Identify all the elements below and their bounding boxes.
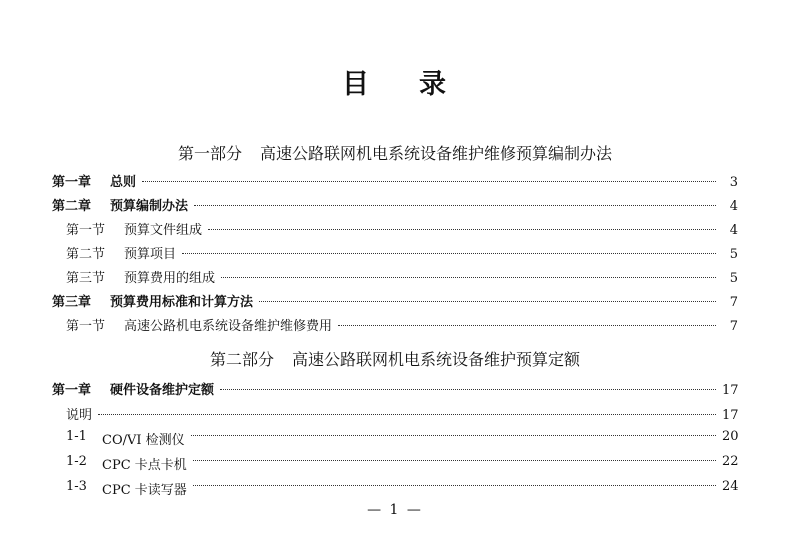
- page-number: — 1 —: [367, 502, 423, 518]
- entry-page: 4: [729, 223, 738, 238]
- toc-entry[interactable]: [66, 315, 738, 335]
- entry-title: CO/VI 检测仪: [102, 433, 185, 448]
- dot-leader: [221, 277, 716, 278]
- toc-entry[interactable]: [66, 219, 738, 239]
- title-char-2: 录: [419, 69, 448, 100]
- entry-page: 3: [729, 175, 738, 190]
- part-name: 高速公路联网机电系统设备维护预算定额: [292, 350, 581, 369]
- part-heading-1: [0, 141, 790, 164]
- entry-number: 第三节: [66, 271, 106, 286]
- part-label: 第二部分: [209, 350, 274, 369]
- dot-leader: [194, 205, 716, 206]
- part-label: 第一部分: [177, 144, 242, 163]
- entry-title: CPC 卡读写器: [102, 483, 187, 498]
- toc-entry[interactable]: [66, 404, 738, 424]
- dot-leader: [338, 325, 716, 326]
- part-name: 高速公路联网机电系统设备维护维修预算编制办法: [260, 144, 613, 163]
- dot-leader: [193, 485, 716, 486]
- dot-leader: [142, 181, 716, 182]
- toc-entry[interactable]: [66, 479, 738, 499]
- entry-title: 预算编制办法: [110, 199, 189, 214]
- entry-number: 1-3: [66, 479, 87, 494]
- dot-leader: [193, 460, 716, 461]
- entry-page: 20: [722, 429, 739, 444]
- entry-page: 24: [722, 479, 739, 494]
- entry-title: 预算费用标准和计算方法: [110, 295, 254, 310]
- entry-number: 第三章: [52, 295, 92, 310]
- dot-leader: [182, 253, 716, 254]
- entry-number: 第一章: [52, 175, 92, 190]
- toc-entry[interactable]: [66, 243, 738, 263]
- entry-title: 硬件设备维护定额: [110, 383, 215, 398]
- entry-number: 1-1: [66, 429, 87, 444]
- entry-page: 5: [729, 271, 738, 286]
- page-title: [0, 62, 790, 101]
- part-heading-2: [0, 347, 790, 370]
- entry-page: 17: [722, 383, 739, 398]
- entry-number: 第二章: [52, 199, 92, 214]
- entry-number: 第一章: [52, 383, 92, 398]
- entry-page: 7: [729, 319, 738, 334]
- entry-title: 预算项目: [124, 247, 177, 262]
- entry-page: 4: [729, 199, 738, 214]
- toc-entry[interactable]: [66, 429, 738, 449]
- entry-title: 说明: [66, 408, 93, 423]
- title-char-1: 目: [342, 69, 371, 100]
- entry-number: 1-2: [66, 454, 87, 469]
- dot-leader: [220, 389, 716, 390]
- entry-title: 预算文件组成: [124, 223, 203, 238]
- toc-entry[interactable]: [52, 379, 738, 399]
- toc-entry[interactable]: [52, 195, 738, 215]
- dot-leader: [208, 229, 716, 230]
- toc-entry[interactable]: [52, 291, 738, 311]
- dot-leader: [259, 301, 716, 302]
- entry-number: 第一节: [66, 223, 106, 238]
- entry-title: 预算费用的组成: [124, 271, 216, 286]
- entry-page: 17: [722, 408, 739, 423]
- entry-title: 高速公路机电系统设备维护维修费用: [124, 319, 333, 334]
- toc-entry[interactable]: [66, 267, 738, 287]
- entry-number: 第一节: [66, 319, 106, 334]
- entry-page: 7: [729, 295, 738, 310]
- entry-page: 22: [722, 454, 739, 469]
- entry-number: 第二节: [66, 247, 106, 262]
- entry-title: CPC 卡点卡机: [102, 458, 187, 473]
- toc-entry[interactable]: [66, 454, 738, 474]
- dot-leader: [98, 414, 716, 415]
- toc-entry[interactable]: [52, 171, 738, 191]
- dot-leader: [191, 435, 716, 436]
- entry-page: 5: [729, 247, 738, 262]
- entry-title: 总则: [110, 175, 137, 190]
